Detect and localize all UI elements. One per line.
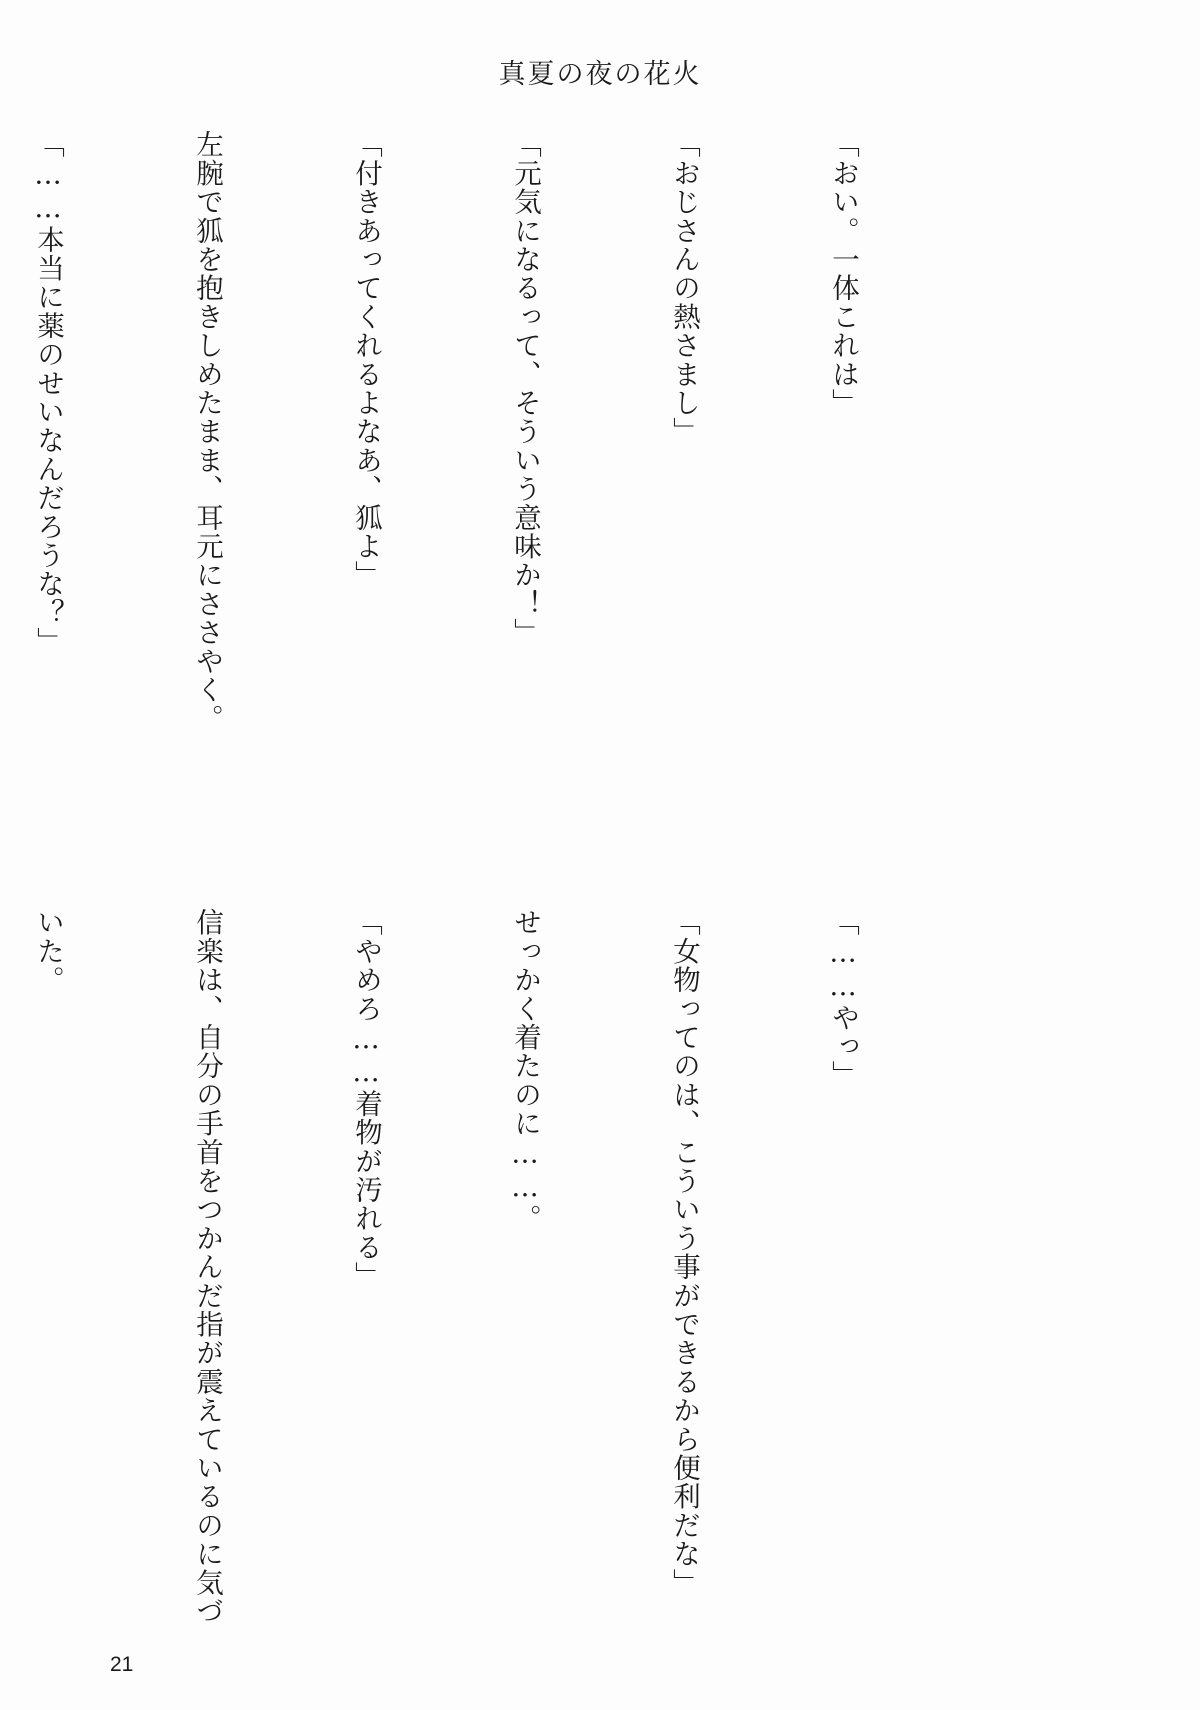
page-number: 21 bbox=[110, 1653, 134, 1676]
text-line: 「……本当に薬のせいなんだろうな？」 bbox=[32, 130, 64, 656]
text-block-upper bbox=[32, 130, 975, 820]
text-block-lower bbox=[32, 908, 975, 1626]
text-line: 「おじさんの熱さまし」 bbox=[668, 130, 700, 446]
text-line: 「元気になるって、そういう意味か！」 bbox=[509, 130, 541, 647]
text-line: 「……やっ」 bbox=[827, 908, 859, 1090]
text-line: 「付きあってくれるよなあ、狐よ」 bbox=[350, 130, 382, 590]
text-line: いた。 bbox=[32, 908, 64, 995]
text-line: 「やめろ……着物が汚れる」 bbox=[350, 908, 382, 1291]
text-line: せっかく着たのに……。 bbox=[509, 908, 541, 1233]
text-line: 信楽は、自分の手首をつかんだ指が震えているのに気づ bbox=[191, 908, 223, 1626]
text-line: 「女物ってのは、こういう事ができるから便利だな」 bbox=[668, 908, 700, 1597]
running-title: 真夏の夜の花火 bbox=[498, 59, 702, 90]
text-line: 「おい。一体これは」 bbox=[827, 130, 859, 417]
text-line: 左腕で狐を抱きしめたまま、耳元にささやく。 bbox=[191, 130, 223, 733]
